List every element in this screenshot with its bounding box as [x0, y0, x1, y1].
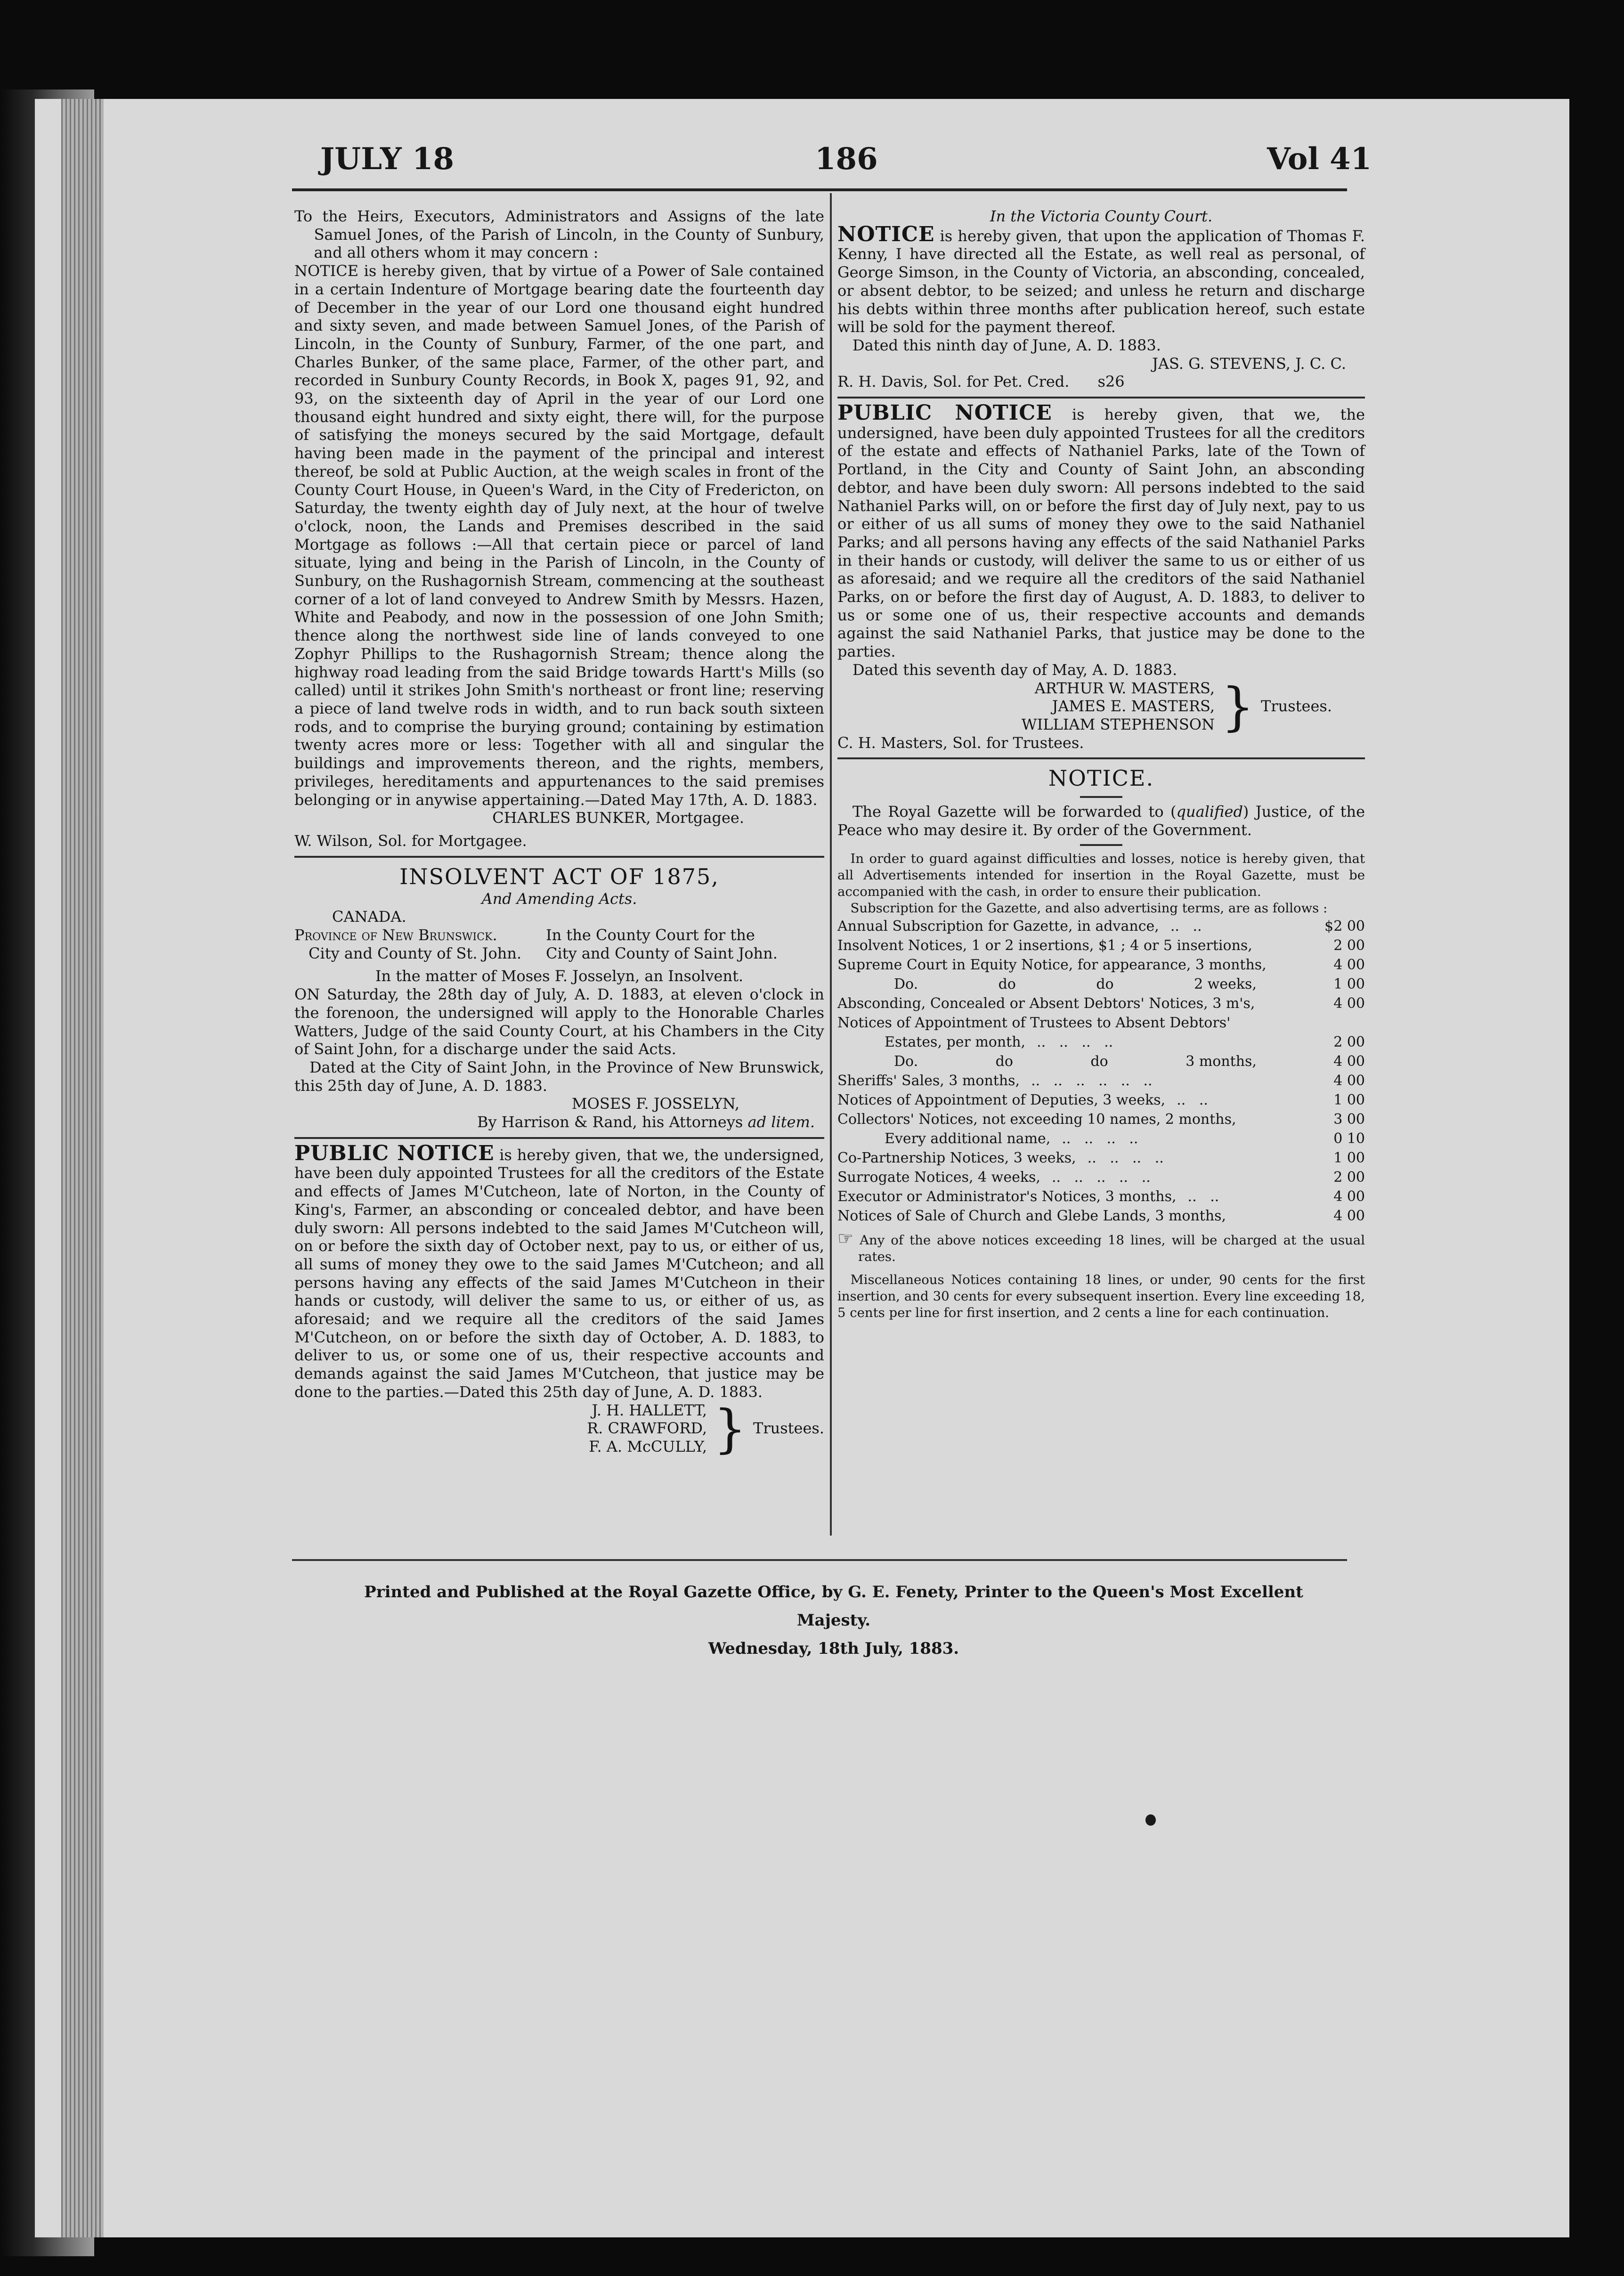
page-edges: [61, 99, 104, 2237]
misc-notices: Miscellaneous Notices containing 18 lines, or under, 90 cents for the first insertion, and 30 cents for every subsequent insertion. Every line exceeding 18, 5 cents per line for first insertion, and 2 cents a line for each continuation.: [837, 1272, 1365, 1320]
rate-amount: 1 00: [1333, 1091, 1365, 1108]
rate-dots: .. .. .. ..: [1087, 1149, 1164, 1166]
section-rule: [837, 397, 1365, 398]
parks-solicitor: C. H. Masters, Sol. for Trustees.: [837, 733, 1084, 752]
mccutcheon-body: PUBLIC NOTICE is hereby given, that we, the undersigned, have been duly appointed Trustees for all the creditors of the Estate and effects of James M'Cutcheon, late of Norton, in the County of King's, Farmer, an absconding or concealed debtor, and have been duly sworn: All persons indebted to the said James M'Cutcheon will, on or before the sixth day of October next, pay to us, or either of us, all sums of money they owe to the said James M'Cutcheon; and all persons having any effects of the said James M'Cutcheon in their hands or custody, will deliver the same to us, or either of us, as aforesaid; and we require all the creditors of the said James M'Cutcheon, on or before the sixth day of October, A. D. 1883, to deliver to us, or some one of us, their respective accounts and demands against the said James M'Cutcheon, that justice may be done to the parties.—Dated this 25th day of June, A. D. 1883.: [294, 1141, 824, 1401]
victoria-lead: NOTICE: [837, 222, 935, 246]
province-name: Province of New Brunswick.: [294, 926, 497, 944]
issue-date: JULY 18: [320, 141, 455, 177]
section-rule: [837, 757, 1365, 759]
insolvent-signatory: MOSES F. JOSSELYN,: [571, 1095, 739, 1113]
qualified-word: qualified: [1176, 803, 1243, 821]
rate-row: [837, 1206, 1365, 1226]
rate-row: [837, 994, 1365, 1013]
province-block: [294, 926, 539, 962]
rate-amount: $2 00: [1324, 918, 1365, 935]
notice-heading: NOTICE.: [1048, 765, 1154, 791]
rate-row: [837, 1129, 1365, 1148]
rate-amount: 4 00: [1333, 995, 1365, 1012]
trustees-label: Trustees.: [1261, 697, 1332, 715]
column-divider: [830, 193, 832, 1536]
trustee-2: R. CRAWFORD,: [587, 1419, 707, 1438]
rate-label: Absconding, Concealed or Absent Debtors' Notices, 3 m's,: [837, 995, 1255, 1012]
brace-glyph: }: [714, 1398, 747, 1459]
insolvent-matter: In the matter of Moses F. Josselyn, an Insolvent.: [375, 967, 744, 985]
rate-row-do: Do. do do 3 months, 4 00: [837, 1052, 1365, 1071]
rate-amount: 2 00: [1333, 1033, 1365, 1050]
rates-table: [837, 917, 1365, 1226]
rate-label: Collectors' Notices, not exceeding 10 names, 2 months,: [837, 1111, 1236, 1128]
rate-dots: .. ..: [1187, 1188, 1219, 1205]
victoria-solicitor-line: [837, 373, 1365, 391]
victoria-ref: s26: [1097, 373, 1125, 391]
rate-label: Surrogate Notices, 4 weeks,: [837, 1169, 1040, 1186]
rate-amount: 2 00: [1333, 1169, 1365, 1186]
insolvent-country: CANADA.: [332, 908, 406, 926]
victoria-judge: JAS. G. STEVENS, J. C. C.: [1152, 354, 1346, 373]
rate-row: [837, 1187, 1365, 1206]
rate-label: Executor or Administrator's Notices, 3 months,: [837, 1188, 1177, 1205]
rate-row: [837, 1013, 1365, 1032]
rate-dots: .. .. .. .. ..: [1051, 1169, 1151, 1186]
page-number: 186: [815, 141, 878, 177]
rate-label: Co-Partnership Notices, 3 weeks,: [837, 1149, 1076, 1166]
trustee-names: [587, 1401, 707, 1456]
gazette-notice: [837, 765, 1365, 1321]
insolvent-title: INSOLVENT ACT OF 1875,: [399, 863, 719, 889]
rate-amount: 4 00: [1333, 956, 1365, 973]
publication-date: Wednesday, 18th July, 1883.: [708, 1639, 959, 1658]
rate-row: [837, 1071, 1365, 1090]
mccutcheon-lead: PUBLIC NOTICE: [294, 1141, 495, 1165]
volume-number: Vol 41: [1267, 141, 1372, 177]
parks-dated: Dated this seventh day of May, A. D. 1883.: [853, 660, 1177, 679]
trustee-names: [1022, 679, 1215, 734]
rate-amount: [1294, 1013, 1365, 1032]
rate-amount: 1 00: [1333, 1149, 1365, 1166]
attorneys-name: By Harrison & Rand, his Attorneys: [477, 1113, 748, 1131]
jones-address: To the Heirs, Executors, Administrators and Assigns of the late Samuel Jones, of the Parish of Lincoln, in the County of Sunbury, and all others whom it may concern :: [294, 207, 824, 262]
rate-row: [837, 1168, 1365, 1187]
subscription-intro: Subscription for the Gazette, and also advertising terms, are as follows :: [850, 900, 1328, 916]
rate-amount: 0 10: [1333, 1130, 1365, 1147]
above-notices: ☞ Any of the above notices exceeding 18 lines, will be charged at the usual rates.: [837, 1227, 1365, 1264]
brace-glyph: }: [1221, 676, 1254, 737]
rate-amount: 4 00: [1333, 1053, 1365, 1070]
court-line-2: City and County of Saint John.: [546, 944, 778, 962]
mccutcheon-trustees: [294, 1398, 824, 1459]
rate-label: Notices of Appointment of Deputies, 3 weeks,: [837, 1091, 1166, 1108]
jones-body: NOTICE is hereby given, that by virtue of a Power of Sale contained in a certain Indenture of Mortgage bearing date the fourteenth day of December in the year of our Lord one thousand eight hundred and sixty seven, and made between Samuel Jones, of the Parish of Lincoln, in the County of Sunbury, Farmer, of the one part, and Charles Bunker, of the same place, Farmer, of the other part, and recorded in Sunbury County Records, in Book X, pages 91, 92, and 93, on the sixteenth day of April in the year of our Lord one thousand eight hundred and sixty eight, there will, for the purpose of satisfying the moneys secured by the said Mortgage, default having been made in the payment of the principal and interest thereof, be sold at Public Auction, at the weigh scales in front of the County Court House, in Queen's Ward, in the City of Fredericton, on Saturday, the twenty eighth day of July next, at the hour of twelve o'clock, noon, the Lands and Premises described in the said Mortgage as follows :—All that certain piece or parcel of land situate, lying and being in the Parish of Lincoln, in the County of Sunbury, on the Rushagornish Stream, commencing at the southeast corner of a lot of land conveyed to Andrew Smith by Messrs. Hazen, White and Peabody, and now in the possession of one John Smith; thence along the northwest side line of lands conveyed to one Zophyr Phillips to the Rushagornish Stream; thence along the highway road leading from the said Bridge towards Hartt's Mills (so called) until it strikes John Smith's northeast or front line; reserving a piece of land twelve rods in width, and to run back south sixteen rods, and to comprise the burying ground; containing by estimation twenty acres more or less: Together with all and singular the buildings and improvements thereon, and the rights, members, privileges, hereditaments and appurtenances to the said premises belonging or in anywise appertaining.—Dated May 17th, A. D. 1883.: [294, 262, 824, 809]
rate-amount: 4 00: [1333, 1207, 1365, 1224]
rate-label: Supreme Court in Equity Notice, for appearance, 3 months,: [837, 956, 1267, 973]
rate-amount: 3 00: [1333, 1111, 1365, 1128]
rate-row: [837, 917, 1365, 936]
trustees-label: Trustees.: [753, 1419, 824, 1438]
rate-row: [837, 1148, 1365, 1168]
trustee-2: JAMES E. MASTERS,: [1052, 697, 1215, 715]
rate-row: [837, 1090, 1365, 1110]
mccutcheon-notice: [294, 1141, 824, 1459]
section-rule: [294, 1137, 824, 1139]
rate-label: Insolvent Notices, 1 or 2 insertions, $1 ; 4 or 5 insertions,: [837, 937, 1252, 954]
footer-rule: [292, 1559, 1347, 1561]
parks-notice: [837, 401, 1365, 752]
rate-dots: .. .. .. ..: [1062, 1130, 1138, 1147]
insolvent-body: ON Saturday, the 28th day of July, A. D. 1883, at eleven o'clock in the forenoon, the undersigned will apply to the Honorable Charles Watters, Judge of the said County Court, at his Chambers in the City of Saint John, for a discharge under the said Acts.: [294, 985, 824, 1058]
rate-row: [837, 936, 1365, 955]
victoria-solicitor: R. H. Davis, Sol. for Pet. Cred.: [837, 373, 1070, 391]
trustee-3: F. A. McCULLY,: [589, 1438, 707, 1455]
court-block: [546, 926, 824, 962]
rate-amount: 4 00: [1333, 1072, 1365, 1089]
trustee-1: J. H. HALLETT,: [592, 1401, 707, 1419]
pointing-hand-icon: ☞: [837, 1227, 854, 1249]
gazette-forwarding: The Royal Gazette will be forwarded to (qualified) Justice, of the Peace who may desire it. By order of the Government.: [837, 803, 1365, 839]
rate-dots: .. ..: [1170, 918, 1202, 935]
city-name: City and County of St. John.: [309, 944, 522, 962]
rate-label: Notices of Appointment of Trustees to Absent Debtors': [837, 1014, 1231, 1031]
rate-label: Annual Subscription for Gazette, in advance,: [837, 918, 1159, 935]
printer-imprint: Printed and Published at the Royal Gazette Office, by G. E. Fenety, Printer to the Queen's Most Excellent Majesty.: [364, 1583, 1303, 1630]
attorneys-ad-litem: ad litem.: [747, 1113, 815, 1131]
rate-row: [837, 1032, 1365, 1052]
rate-label: Every additional name,: [885, 1130, 1051, 1147]
rate-label: Estates, per month,: [885, 1033, 1026, 1050]
victoria-body: NOTICE is hereby given, that upon the application of Thomas F. Kenny, I have directed all the Estate, as well real as personal, of George Simson, in the County of Victoria, an absconding, concealed, or absent debtor, to be seized; and unless he return and discharge his debts within three months after publication hereof, such estate will be sold for the payment thereof.: [837, 222, 1365, 336]
jones-mortgage-notice: [294, 207, 824, 850]
jones-solicitor: W. Wilson, Sol. for Mortgagee.: [294, 831, 527, 850]
header-rule: [292, 188, 1347, 191]
insolvent-dated: Dated at the City of Saint John, in the Province of New Brunswick, this 25th day of June, A. D. 1883.: [294, 1058, 824, 1095]
rate-row: [837, 1110, 1365, 1129]
right-column: [837, 207, 1365, 1321]
short-rule: [1080, 796, 1122, 798]
court-line-1: In the County Court for the: [546, 926, 755, 944]
parks-body: PUBLIC NOTICE is hereby given, that we, the undersigned, have been duly appointed Trustees for all the creditors of the estate and effects of Nathaniel Parks, late of the Town of Portland, in the City and County of Saint John, an absconding debtor, and have been duly sworn: All persons indebted to the said Nathaniel Parks will, on or before the first day of July next, pay to us or either of us all sums of money they owe to the said Nathaniel Parks; and all persons having any effects of the said Nathaniel Parks in their hands or custody, will deliver the same to us or either of us as aforesaid; and we require all the creditors of the said Nathaniel Parks, on or before the first day of August, A. D. 1883, to deliver to us or some one of us, their respective accounts and demands against the said Nathaniel Parks, that justice may be done to the parties.: [837, 401, 1365, 661]
court-jurisdiction: [294, 926, 824, 962]
jones-signatory: CHARLES BUNKER, Mortgagee.: [492, 809, 744, 827]
section-rule: [294, 856, 824, 858]
insolvent-attorneys: [294, 1113, 824, 1131]
insolvent-subtitle: And Amending Acts.: [481, 889, 637, 908]
rate-dots: .. .. .. .. .. ..: [1031, 1072, 1153, 1089]
guard-notice: In order to guard against difficulties and losses, notice is hereby given, that all Advertisements intended for insertion in the Royal Gazette, must be accompanied with the cash, in order to ensure their publication.: [837, 851, 1365, 899]
rate-label: Sheriffs' Sales, 3 months,: [837, 1072, 1020, 1089]
footer: [339, 1578, 1328, 1663]
victoria-dated: Dated this ninth day of June, A. D. 1883.: [853, 336, 1161, 354]
rate-dots: .. ..: [1177, 1091, 1208, 1108]
rate-dots: .. .. .. ..: [1037, 1033, 1113, 1050]
trustee-1: ARTHUR W. MASTERS,: [1034, 679, 1215, 697]
rate-amount: 1 00: [1333, 975, 1365, 992]
short-rule: [1080, 844, 1122, 846]
rate-amount: 4 00: [1333, 1188, 1365, 1205]
left-column: [294, 207, 824, 1459]
rate-row: [837, 955, 1365, 975]
rate-row-do: Do. do do 2 weeks, 1 00: [837, 975, 1365, 994]
insolvent-act-notice: [294, 863, 824, 1131]
trustee-3: WILLIAM STEPHENSON: [1021, 715, 1215, 733]
victoria-notice: [837, 207, 1365, 391]
parks-trustees: [837, 676, 1365, 737]
rate-label: Notices of Sale of Church and Glebe Lands, 3 months,: [837, 1207, 1226, 1224]
victoria-court: In the Victoria County Court.: [990, 207, 1213, 225]
rate-amount: 2 00: [1333, 937, 1365, 954]
ink-spot: [1145, 1814, 1156, 1826]
parks-lead: PUBLIC NOTICE: [837, 401, 1052, 425]
